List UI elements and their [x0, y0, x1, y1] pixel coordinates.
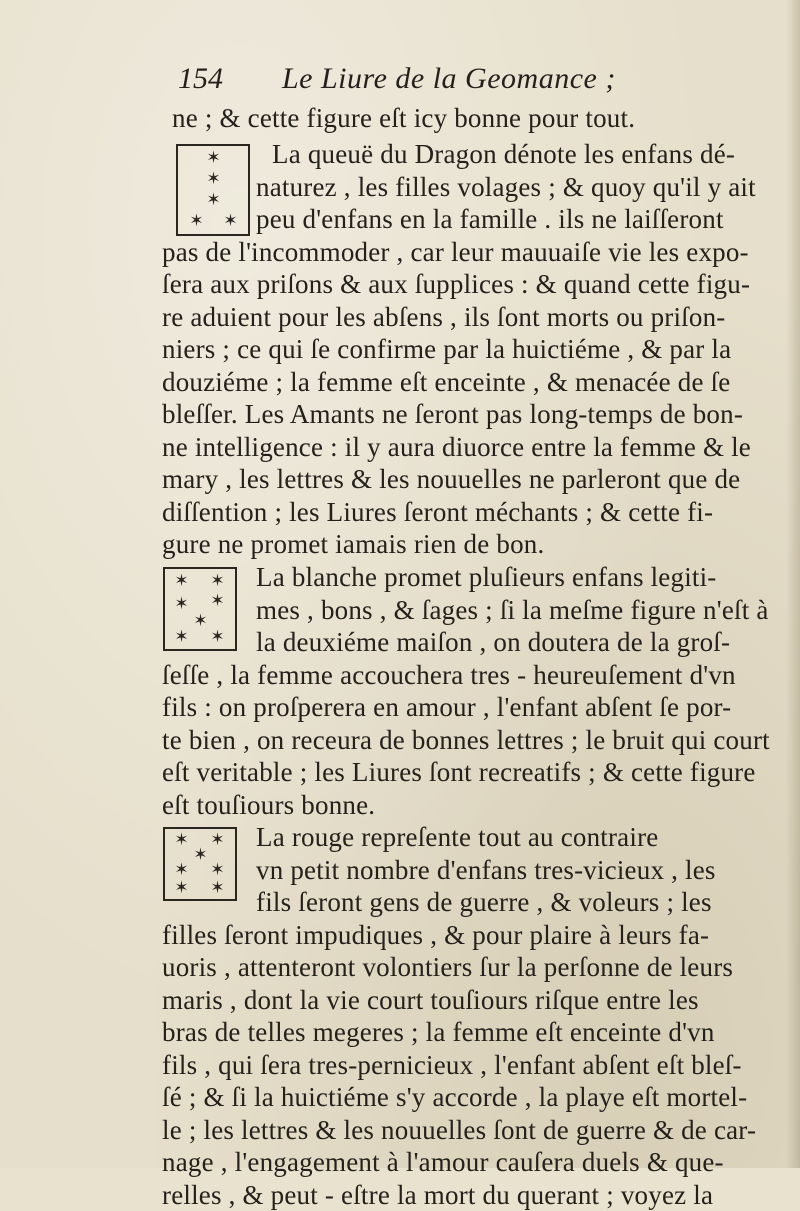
figure-dot-icon: ✶	[174, 878, 189, 897]
text-line: nage , l'engagement à l'amour cauſera duels & que-	[162, 1147, 724, 1177]
text-line: ſeſſe , la femme accouchera tres - heureuſement d'vn	[162, 660, 736, 690]
figure-dot-icon: ✶	[174, 830, 189, 849]
text-line: bleſſer. Les Amants ne ſeront pas long-temps de bon-	[162, 399, 744, 429]
figure-dot-icon: ✶	[189, 211, 204, 230]
figure-dot-icon: ✶	[210, 830, 225, 849]
geomancy-figure-cauda-draconis	[176, 144, 250, 236]
text-line: ne intelligence : il y aura diuorce entre la femme & le	[162, 432, 751, 462]
text-line: gure ne promet iamais rien de bon.	[162, 529, 545, 559]
figure-dot-icon: ✶	[210, 571, 225, 590]
text-line: bras de telles megeres ; la femme eſt enceinte d'vn	[162, 1017, 715, 1047]
text-line: maris , dont la vie court touſiours riſque entre les	[162, 985, 699, 1015]
geomancy-figure-rubeus	[163, 827, 237, 901]
text-line: ne ; & cette figure eſt icy bonne pour tout.	[172, 103, 636, 133]
figure-dot-icon: ✶	[206, 148, 221, 167]
figure-dot-icon: ✶	[206, 190, 221, 209]
figure-dot-icon: ✶	[174, 627, 189, 646]
figure-dot-icon: ✶	[174, 860, 189, 879]
text-line: uoris , attenteront volontiers ſur la perſonne de leurs	[162, 952, 734, 982]
figure-dot-icon: ✶	[210, 860, 225, 879]
figure-dot-icon: ✶	[210, 591, 225, 610]
text-line: La blanche promet pluſieurs enfans legiti-	[256, 562, 717, 592]
text-line: ſera aux priſons & aux ſupplices : & quand cette figu-	[162, 269, 751, 299]
text-line: pas de l'incommoder , car leur mauuaiſe vie les expo-	[162, 237, 749, 267]
text-line: mes , bons , & ſages ; ſi la meſme figure n'eſt à	[256, 595, 769, 625]
text-line: filles ſeront impudiques , & pour plaire à leurs fa-	[162, 920, 710, 950]
running-title: Le Liure de la Geomance ;	[282, 62, 616, 95]
text-line: fils , qui ſera tres-pernicieux , l'enfant abſent eſt bleſ-	[162, 1050, 742, 1080]
text-line: La queuë du Dragon dénote les enfans dé-	[272, 139, 736, 169]
figure-dot-icon: ✶	[210, 878, 225, 897]
text-line: mary , les lettres & les nouuelles ne parleront que de	[162, 464, 741, 494]
text-line: le ; les lettres & les nouuelles ſont de guerre & de car-	[162, 1115, 757, 1145]
figure-dot-icon: ✶	[193, 611, 208, 630]
text-line: fils ſeront gens de guerre , & voleurs ; les	[256, 887, 712, 917]
figure-dot-icon: ✶	[223, 211, 238, 230]
text-line: diſſention ; les Liures ſeront méchants ; & cette fi-	[162, 497, 714, 527]
figure-dot-icon: ✶	[210, 627, 225, 646]
text-line: naturez , les filles volages ; & quoy qu'il y ait	[256, 172, 756, 202]
text-line: la deuxiéme maiſon , on doutera de la groſ-	[256, 627, 731, 657]
text-line: fils : on proſperera en amour , l'enfant abſent ſe por-	[162, 692, 732, 722]
figure-dot-icon: ✶	[206, 169, 221, 188]
text-line: niers ; ce qui ſe confirme par la huictiéme , & par la	[162, 334, 732, 364]
text-line: te bien , on receura de bonnes lettres ; le bruit qui court	[162, 725, 770, 755]
text-line: ſé ; & ſi la huictiéme s'y accorde , la playe eſt mortel-	[162, 1082, 748, 1112]
figure-dot-icon: ✶	[193, 845, 208, 864]
text-line: eſt veritable ; les Liures ſont recreatifs ; & cette figure	[162, 757, 756, 787]
page-number: 154	[178, 62, 223, 95]
text-line: eſt touſiours bonne.	[162, 790, 376, 820]
geomancy-figure-albus	[163, 567, 237, 651]
figure-dot-icon: ✶	[174, 571, 189, 590]
text-line: douziéme ; la femme eſt enceinte , & menacée de ſe	[162, 367, 731, 397]
text-line: relles , & peut - eſtre la mort du querant ; voyez la	[162, 1180, 714, 1210]
text-line: re aduient pour les abſens , ils ſont morts ou priſon-	[162, 302, 726, 332]
text-line: La rouge repreſente tout au contraire	[256, 822, 659, 852]
text-line: vn petit nombre d'enfans tres-vicieux , les	[256, 855, 716, 885]
text-line: peu d'enfans en la famille . ils ne laiſſeront	[256, 204, 724, 234]
figure-dot-icon: ✶	[174, 594, 189, 613]
